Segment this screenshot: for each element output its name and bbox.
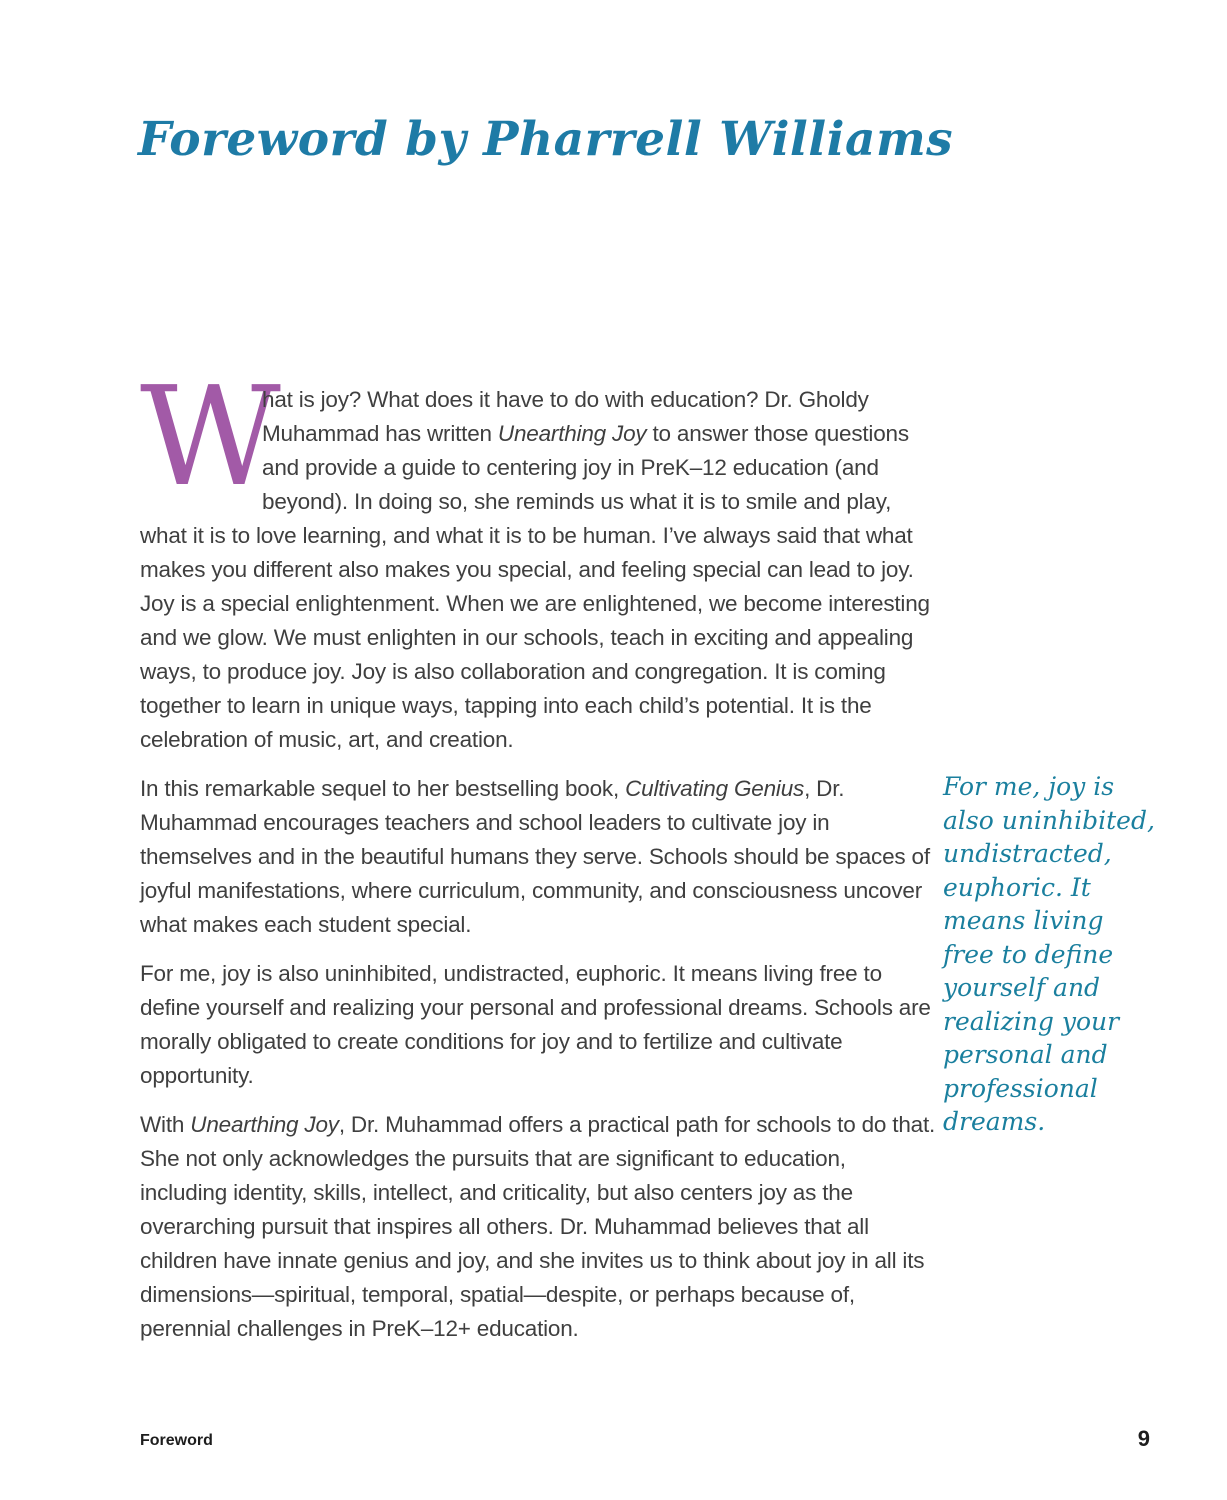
paragraph-1 <box>140 358 938 757</box>
footer-page-number: 9 <box>1137 1426 1150 1451</box>
paragraph-3: For me, joy is also uninhibited, undistracted, euphoric. It means living free to define yourself and realizing your personal and professional dreams. Schools are morally obligated to create conditions for joy and to fertilize and cultivate opportunity. <box>140 961 931 1088</box>
page-title: Foreword by Pharrell Williams <box>138 112 954 167</box>
paragraph-4: With Unearthing Joy, Dr. Muhammad offers a practical path for schools to do that. She not only acknowledges the pursuits that are significant to education, including identity, skills, intellect, and criticality, but also centers joy as the overarching pursuit that inspires all others. Dr. Muhammad believes that all children have innate genius and joy, and she invites us to think about joy in all its dimensions—spiritual, temporal, spatial—despite, or perhaps because of, perennial challenges in PreK–12+ education. <box>140 1112 936 1341</box>
paragraph-2: In this remarkable sequel to her bestselling book, Cultivating Genius, Dr. Muhammad encourages teachers and school leaders to cultivate joy in themselves and in the beautiful humans they serve. Schools should be spaces of joyful manifestations, where curriculum, community, and consciousness uncover what makes each student special. <box>140 776 930 937</box>
body-text-column <box>140 358 938 1361</box>
paragraph-1-text: hat is joy? What does it have to do with education? Dr. Gholdy Muhammad has written Unearthing Joy to answer those questions and provide a guide to centering joy in PreK–12 education (and beyond). In doing so, she reminds us what it is to smile and play, what it is to love learning, and what it is to be human. I’ve always said that what makes you different also makes you special, and feeling special can lead to joy. Joy is a special enlightenment. When we are enlightened, we become interesting and we glow. We must enlighten in our schools, teach in exciting and appealing ways, to produce joy. Joy is also collaboration and congregation. It is coming together to learn in unique ways, tapping into each child’s potential. It is the celebration of music, art, and creation. <box>140 387 930 752</box>
pull-quote: For me, joy is also uninhibited, undistracted, euphoric. It means living free to define yourself and realizing your personal and professional dreams. <box>943 772 1155 1136</box>
dropcap-letter: W <box>140 358 281 517</box>
footer-section-label: Foreword <box>140 1432 213 1449</box>
